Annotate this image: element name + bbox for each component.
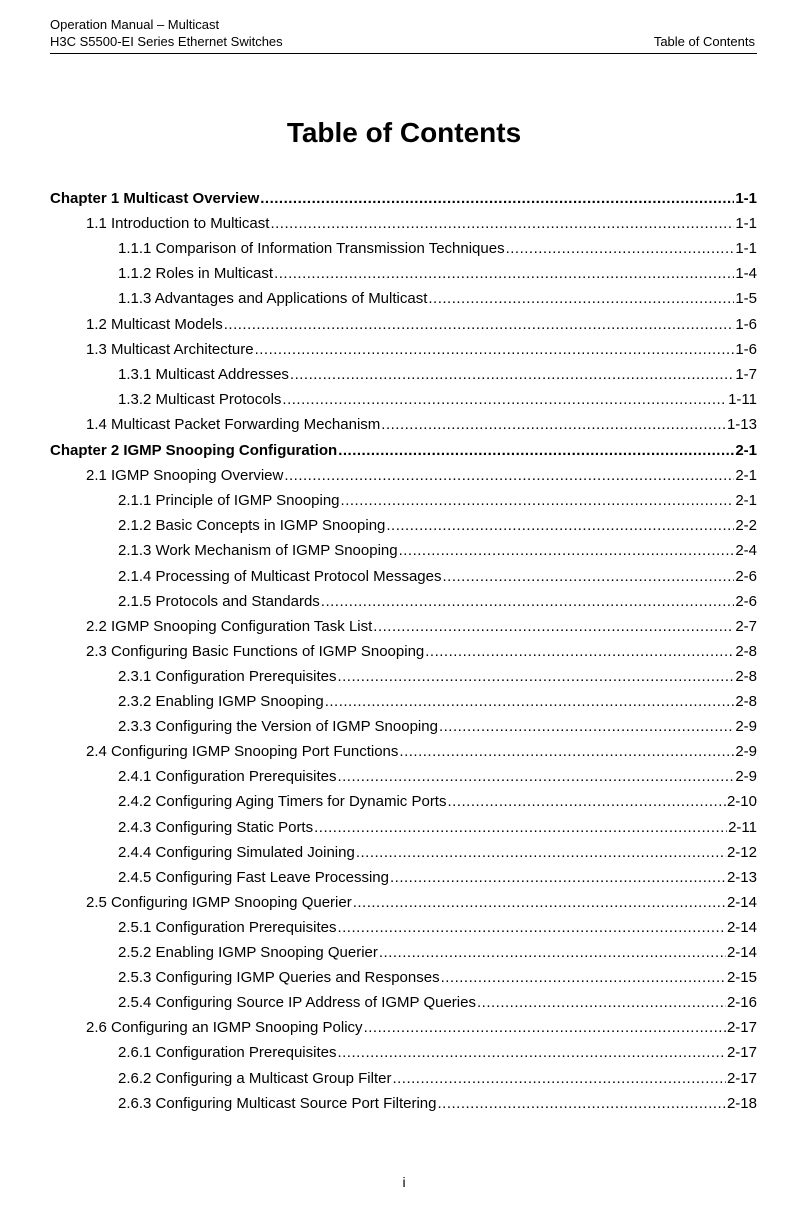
toc-leader-dots [392, 1069, 726, 1089]
toc-chapter-entry[interactable] [50, 441, 757, 461]
toc-leader-dots [337, 667, 734, 687]
toc-leader-dots [390, 868, 726, 888]
toc-entry-page: 2-6 [735, 592, 757, 610]
toc-leader-dots [437, 1094, 725, 1114]
page-number: i [402, 1174, 406, 1190]
toc-entry[interactable] [118, 541, 757, 561]
page-title: Table of Contents [286, 117, 522, 148]
toc-leader-dots [364, 1018, 726, 1038]
toc-entry-title: Chapter 1 Multicast Overview [50, 190, 260, 207]
toc-leader-dots [425, 642, 734, 662]
toc-entry[interactable] [118, 390, 757, 410]
toc-entry-page: 2-10 [726, 793, 757, 811]
toc-entry-title: 2.6.2 Configuring a Multicast Group Filter [118, 1069, 392, 1087]
toc-entry-title: 2.1.1 Principle of IGMP Snooping [118, 492, 340, 510]
toc-leader-dots [337, 1043, 726, 1063]
toc-entry-page: 2-1 [735, 442, 757, 459]
toc-entry-page: 2-8 [735, 642, 757, 660]
toc-entry[interactable] [86, 642, 757, 662]
toc-entry-title: 2.5.3 Configuring IGMP Queries and Responses [118, 969, 440, 987]
toc-entry-title: 2.3.2 Enabling IGMP Snooping [118, 693, 324, 710]
toc-entry[interactable] [118, 792, 757, 812]
toc-leader-dots [290, 365, 734, 385]
toc-leader-dots [356, 843, 726, 863]
toc-entry-page: 2-6 [735, 567, 757, 585]
toc-entry[interactable] [118, 968, 757, 988]
toc-entry[interactable] [118, 516, 757, 536]
toc-entry-title: Chapter 2 IGMP Snooping Configuration [50, 442, 338, 459]
toc-leader-dots [441, 968, 726, 988]
toc-entry-title: 2.4.2 Configuring Aging Timers for Dynamic Ports [118, 793, 447, 811]
toc-entry-title: 2.2 IGMP Snooping Configuration Task List [86, 617, 373, 635]
toc-entry-page: 2-9 [735, 743, 757, 761]
toc-entry-title: 2.6.3 Configuring Multicast Source Port Filtering [118, 1094, 437, 1112]
toc-leader-dots [337, 918, 726, 938]
toc-entry-title: 1.4 Multicast Packet Forwarding Mechanism [86, 415, 381, 433]
toc-entry[interactable] [118, 993, 757, 1013]
toc-entry-page: 2-17 [726, 1019, 757, 1037]
toc-entry[interactable] [86, 214, 757, 234]
toc-leader-dots [314, 818, 727, 838]
toc-entry-title: 2.1.2 Basic Concepts in IGMP Snooping [118, 517, 386, 535]
toc-entry-title: 1.3.1 Multicast Addresses [118, 365, 289, 383]
toc-leader-dots [274, 264, 734, 284]
toc-entry[interactable] [118, 943, 757, 963]
toc-entry-page: 1-13 [726, 415, 757, 433]
toc-leader-dots [477, 993, 726, 1013]
toc-entry[interactable] [118, 1094, 757, 1114]
toc-entry-page: 2-17 [726, 1069, 757, 1087]
toc-entry[interactable] [118, 692, 757, 712]
toc-entry[interactable] [118, 767, 757, 787]
toc-leader-dots [325, 692, 735, 712]
toc-leader-dots [353, 893, 726, 913]
toc-entry-page: 2-14 [726, 944, 757, 961]
toc-entry-page: 2-14 [726, 893, 757, 911]
toc-leader-dots [447, 792, 725, 812]
toc-entry-title: 1.3.2 Multicast Protocols [118, 390, 282, 408]
toc-entry-page: 2-18 [726, 1094, 757, 1112]
toc-entry-title: 1.2 Multicast Models [86, 315, 223, 333]
toc-entry[interactable] [86, 893, 757, 913]
toc-entry-title: 2.1.5 Protocols and Standards [118, 592, 320, 610]
toc-entry-page: 2-1 [735, 492, 757, 510]
toc-entry[interactable] [118, 289, 757, 309]
toc-entry[interactable] [118, 1043, 757, 1063]
toc-entry-title: 2.4.3 Configuring Static Ports [118, 818, 314, 836]
toc-entry-page: 1-11 [728, 390, 757, 408]
toc-entry-title: 2.3.3 Configuring the Version of IGMP Snooping [118, 718, 438, 736]
toc-entry[interactable] [118, 818, 757, 838]
toc-entry[interactable] [86, 466, 757, 486]
toc-entry-title: 1.1.1 Comparison of Information Transmission Techniques [118, 240, 505, 258]
toc-leader-dots [428, 289, 734, 309]
toc-entry-page: 1-6 [735, 315, 757, 333]
toc-leader-dots [284, 466, 734, 486]
toc-entry-page: 2-12 [726, 843, 757, 861]
toc-entry-page: 1-4 [735, 265, 757, 283]
toc-entry-page: 2-14 [726, 918, 757, 936]
toc-entry-title: 1.3 Multicast Architecture [86, 340, 254, 358]
toc-leader-dots [270, 214, 734, 234]
toc-leader-dots [255, 340, 735, 360]
toc-entry-title: 2.6.1 Configuration Prerequisites [118, 1044, 337, 1062]
toc-entry[interactable] [118, 843, 757, 863]
toc-leader-dots [381, 415, 726, 435]
toc-entry-title: 2.4.5 Configuring Fast Leave Processing [118, 868, 389, 886]
toc-entry-title: 1.1.2 Roles in Multicast [118, 265, 274, 283]
toc-entry-page: 2-8 [735, 667, 757, 685]
header-product-name: H3C S5500-EI Series Ethernet Switches [50, 34, 283, 49]
toc-entry-title: 2.5.2 Enabling IGMP Snooping Querier [118, 944, 378, 961]
toc-entry[interactable] [86, 742, 757, 762]
toc-entry-page: 1-1 [735, 215, 757, 233]
toc-entry-page: 2-7 [735, 617, 757, 635]
toc-entry-title: 2.3.1 Configuration Prerequisites [118, 667, 337, 685]
toc-leader-dots [282, 390, 727, 410]
toc-leader-dots [386, 516, 734, 536]
toc-entry[interactable] [118, 667, 757, 687]
toc-entry-page: 2-8 [735, 693, 757, 710]
toc-entry-page: 1-7 [735, 365, 757, 383]
toc-entry[interactable] [86, 1018, 757, 1038]
toc-leader-dots [341, 491, 735, 511]
toc-entry-page: 2-17 [726, 1044, 757, 1062]
toc-entry[interactable] [118, 868, 757, 888]
toc-entry-page: 2-11 [728, 818, 757, 836]
toc-entry-title: 2.5 Configuring IGMP Snooping Querier [86, 893, 352, 911]
toc-leader-dots [224, 315, 735, 335]
toc-entry-title: 2.4.1 Configuration Prerequisites [118, 768, 337, 786]
toc-entry-page: 1-1 [735, 240, 757, 258]
toc-entry-page: 2-4 [735, 542, 757, 560]
toc-entry-title: 2.1 IGMP Snooping Overview [86, 467, 284, 485]
toc-leader-dots [439, 717, 734, 737]
toc-entry-page: 2-1 [735, 467, 757, 485]
toc-entry-title: 2.5.4 Configuring Source IP Address of IGMP Queries [118, 994, 476, 1012]
toc-entry-page: 1-6 [735, 340, 757, 358]
toc-entry-title: 2.6 Configuring an IGMP Snooping Policy [86, 1019, 363, 1037]
toc-leader-dots [337, 767, 734, 787]
toc-leader-dots [321, 592, 735, 612]
toc-entry[interactable] [118, 1069, 757, 1089]
toc-entry-title: 2.4 Configuring IGMP Snooping Port Functions [86, 743, 399, 761]
toc-entry-title: 2.4.4 Configuring Simulated Joining [118, 843, 355, 861]
toc-entry-page: 2-13 [726, 868, 757, 886]
toc-chapter-entry[interactable] [50, 189, 757, 209]
toc-entry[interactable] [118, 717, 757, 737]
toc-leader-dots [260, 189, 734, 209]
toc-entry-page: 2-16 [726, 994, 757, 1012]
toc-entry-page: 2-2 [735, 517, 757, 535]
header-section-name: Table of Contents [653, 34, 755, 49]
toc-entry-title: 2.1.4 Processing of Multicast Protocol Messages [118, 567, 442, 585]
toc-entry-page: 2-9 [735, 768, 757, 786]
toc-entry-title: 1.1.3 Advantages and Applications of Multicast [118, 290, 428, 308]
toc-entry[interactable] [118, 264, 757, 284]
toc-entry[interactable] [86, 617, 757, 637]
toc-leader-dots [399, 742, 734, 762]
toc-entry-page: 1-1 [735, 190, 757, 207]
toc-entry[interactable] [118, 567, 757, 587]
toc-entry-title: 2.3 Configuring Basic Functions of IGMP Snooping [86, 642, 425, 660]
toc-leader-dots [399, 541, 735, 561]
toc-entry[interactable] [118, 365, 757, 385]
toc-entry[interactable] [118, 491, 757, 511]
toc-entry-title: 2.1.3 Work Mechanism of IGMP Snooping [118, 542, 398, 560]
toc-entry-page: 1-5 [735, 290, 757, 308]
toc-entry[interactable] [86, 315, 757, 335]
header-manual-title: Operation Manual – Multicast [50, 17, 220, 32]
toc-leader-dots [373, 617, 734, 637]
toc-entry[interactable] [118, 592, 757, 612]
toc-leader-dots [506, 239, 735, 259]
toc-leader-dots [442, 567, 734, 587]
toc-entry-title: 1.1 Introduction to Multicast [86, 215, 270, 233]
toc-entry-title: 2.5.1 Configuration Prerequisites [118, 918, 337, 936]
toc-entry-page: 2-15 [726, 969, 757, 987]
toc-entry[interactable] [86, 415, 757, 435]
toc-leader-dots [379, 943, 726, 963]
toc-entry[interactable] [86, 340, 757, 360]
toc-entry-page: 2-9 [735, 718, 757, 736]
toc-entry[interactable] [118, 239, 757, 259]
toc-leader-dots [338, 441, 734, 461]
toc-entry[interactable] [118, 918, 757, 938]
